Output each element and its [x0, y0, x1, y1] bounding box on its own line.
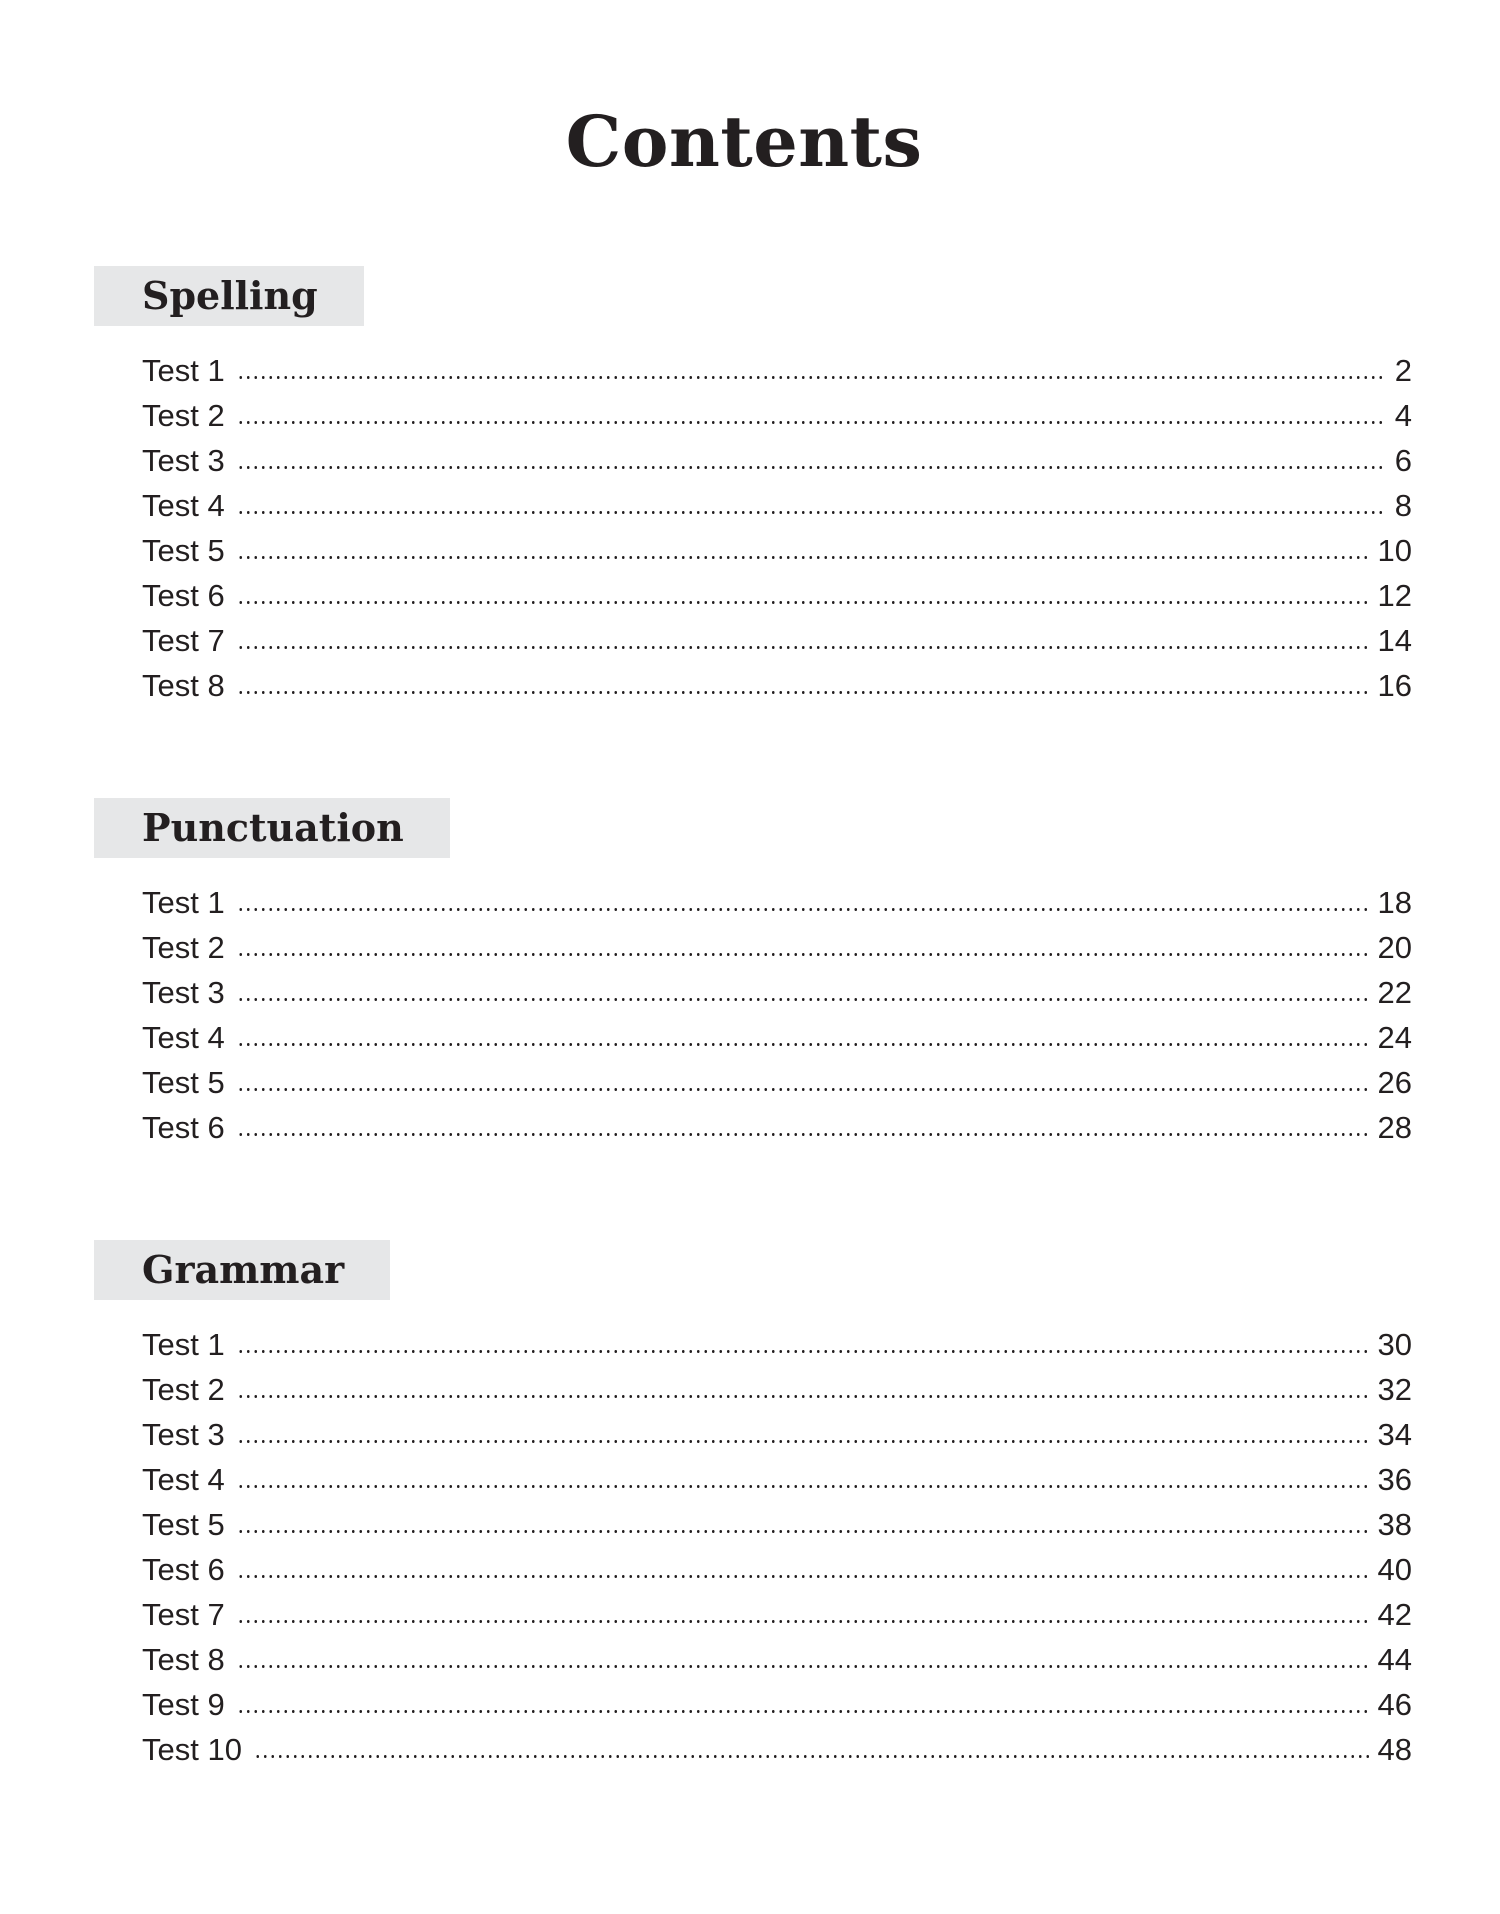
toc-entry-page-number: 18: [1377, 885, 1412, 920]
toc-entry-page-number: 32: [1377, 1372, 1412, 1407]
dot-leader: [237, 1530, 1370, 1533]
dot-leader: [237, 691, 1370, 694]
toc-entry-label: Test 3: [142, 443, 225, 478]
toc-entry-label: Test 9: [142, 1687, 225, 1722]
toc-entry-page-number: 24: [1377, 1020, 1412, 1055]
toc-entry-label: Test 2: [142, 1372, 225, 1407]
section-punctuation: [94, 798, 1412, 1150]
toc-entry-label: Test 1: [142, 1327, 225, 1362]
dot-leader: [237, 1710, 1370, 1713]
toc-entry-page-number: 14: [1377, 623, 1412, 658]
section-heading-grammar: Grammar: [94, 1240, 390, 1300]
toc-entry-label: Test 4: [142, 1462, 225, 1497]
section-heading-spelling: Spelling: [94, 266, 364, 326]
toc-entry-page-number: 26: [1377, 1065, 1412, 1100]
toc-entry-page-number: 10: [1377, 533, 1412, 568]
toc-entry-label: Test 10: [142, 1732, 242, 1767]
toc-entry-page-number: 12: [1377, 578, 1412, 613]
toc-entry-label: Test 2: [142, 930, 225, 965]
toc-entry-label: Test 4: [142, 488, 225, 523]
toc-entry-label: Test 8: [142, 1642, 225, 1677]
toc-entry-page-number: 40: [1377, 1552, 1412, 1587]
toc-entry-page-number: 38: [1377, 1507, 1412, 1542]
toc-entry: [142, 1592, 1412, 1637]
dot-leader: [237, 1620, 1370, 1623]
toc-entry: [142, 1727, 1412, 1772]
dot-leader: [237, 998, 1370, 1001]
toc-entry-page-number: 48: [1377, 1732, 1412, 1767]
toc-entry: [142, 573, 1412, 618]
toc-entry-page-number: 28: [1377, 1110, 1412, 1145]
toc-entry-label: Test 5: [142, 1065, 225, 1100]
toc-entry: [142, 1015, 1412, 1060]
page-title: Contents: [565, 100, 923, 183]
section-grammar: [94, 1240, 1412, 1772]
toc-entry-label: Test 7: [142, 623, 225, 658]
dot-leader: [237, 1043, 1370, 1046]
toc-entry-label: Test 5: [142, 1507, 225, 1542]
toc-entry-page-number: 42: [1377, 1597, 1412, 1632]
dot-leader: [237, 953, 1370, 956]
toc-entry: [142, 1322, 1412, 1367]
dot-leader: [237, 466, 1387, 469]
toc-entry: [142, 1682, 1412, 1727]
toc-entry-label: Test 1: [142, 885, 225, 920]
dot-leader: [237, 1395, 1370, 1398]
toc-entry-page-number: 36: [1377, 1462, 1412, 1497]
dot-leader: [237, 376, 1387, 379]
toc-list-spelling: [94, 348, 1412, 708]
section-spelling: [94, 266, 1412, 708]
toc-entry-label: Test 3: [142, 975, 225, 1010]
toc-entry: [142, 348, 1412, 393]
toc-entry-page-number: 30: [1377, 1327, 1412, 1362]
toc-entry-page-number: 4: [1394, 398, 1412, 433]
toc-entry-page-number: 16: [1377, 668, 1412, 703]
dot-leader: [237, 1485, 1370, 1488]
toc-entry: [142, 483, 1412, 528]
toc-entry: [142, 1547, 1412, 1592]
dot-leader: [237, 1665, 1370, 1668]
toc-entry: [142, 1060, 1412, 1105]
toc-entry-page-number: 22: [1377, 975, 1412, 1010]
dot-leader: [237, 1133, 1370, 1136]
section-heading-punctuation: Punctuation: [94, 798, 450, 858]
toc-entry-label: Test 8: [142, 668, 225, 703]
toc-entry-page-number: 6: [1394, 443, 1412, 478]
toc-entry-page-number: 46: [1377, 1687, 1412, 1722]
dot-leader: [254, 1755, 1370, 1758]
toc-entry-label: Test 6: [142, 1552, 225, 1587]
toc-entry-label: Test 4: [142, 1020, 225, 1055]
toc-entry-page-number: 44: [1377, 1642, 1412, 1677]
toc-entry-label: Test 2: [142, 398, 225, 433]
toc-entry-label: Test 6: [142, 578, 225, 613]
toc-entry-label: Test 7: [142, 1597, 225, 1632]
toc-entry: [142, 1412, 1412, 1457]
toc-entry: [142, 1502, 1412, 1547]
dot-leader: [237, 1350, 1370, 1353]
toc-entry-label: Test 5: [142, 533, 225, 568]
toc-entry: [142, 1637, 1412, 1682]
dot-leader: [237, 556, 1370, 559]
toc-entry: [142, 438, 1412, 483]
toc-entry: [142, 618, 1412, 663]
toc-entry: [142, 393, 1412, 438]
dot-leader: [237, 908, 1370, 911]
toc-list-grammar: [94, 1322, 1412, 1772]
toc-entry: [142, 880, 1412, 925]
dot-leader: [237, 1440, 1370, 1443]
dot-leader: [237, 511, 1387, 514]
toc-entry-page-number: 20: [1377, 930, 1412, 965]
dot-leader: [237, 646, 1370, 649]
dot-leader: [237, 601, 1370, 604]
toc-entry-label: Test 6: [142, 1110, 225, 1145]
toc-list-punctuation: [94, 880, 1412, 1150]
toc-entry: [142, 1367, 1412, 1412]
toc-entry-label: Test 3: [142, 1417, 225, 1452]
toc-entry: [142, 1457, 1412, 1502]
toc-entry-label: Test 1: [142, 353, 225, 388]
toc-entry: [142, 925, 1412, 970]
dot-leader: [237, 1088, 1370, 1091]
toc-entry-page-number: 8: [1394, 488, 1412, 523]
toc-entry: [142, 970, 1412, 1015]
toc-entry: [142, 528, 1412, 573]
toc-entry: [142, 663, 1412, 708]
dot-leader: [237, 421, 1387, 424]
toc-entry-page-number: 34: [1377, 1417, 1412, 1452]
toc-entry-page-number: 2: [1394, 353, 1412, 388]
toc-entry: [142, 1105, 1412, 1150]
dot-leader: [237, 1575, 1370, 1578]
